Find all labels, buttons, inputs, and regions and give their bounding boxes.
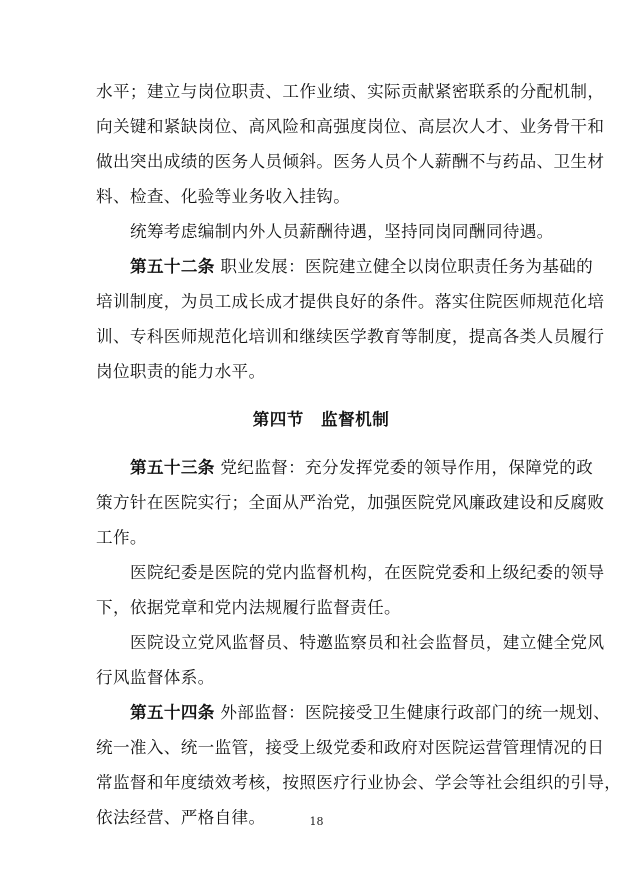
text-line [96,450,594,485]
article-text: 外部监督：医院接受卫生健康行政部门的统一规划、 [220,703,611,722]
text-line: 依法经营、严格自律。 [96,808,266,827]
paragraph-salary-distribution [96,74,605,214]
section-heading: 第四节 监督机制 [252,410,390,429]
text-line: 做出突出成绩的医务人员倾斜。医务人员个人薪酬不与药品、卫生材 [96,152,605,171]
text-line [96,249,594,284]
article-text: 职业发展：医院建立健全以岗位职责任务为基础的 [220,257,594,276]
text-line: 常监督和年度绩效考核，按照医疗行业协会、学会等社会组织的引导， [96,773,622,792]
article-54 [96,695,622,835]
article-label: 第五十四条 [130,703,215,722]
text-line: 培训制度，为员工成长成才提供良好的条件。落实住院医师规范化培 [96,292,605,311]
article-52 [96,249,605,389]
article-53 [96,450,605,555]
text-line: 水平；建立与岗位职责、工作业绩、实际贡献紧密联系的分配机制， [96,82,605,101]
text-line [96,695,611,730]
paragraph-discipline-committee [96,555,605,625]
text-line: 下，依据党章和党内法规履行监督责任。 [96,598,401,617]
text-line: 统一准入、统一监管，接受上级党委和政府对医院运营管理情况的日 [96,738,605,757]
text-line: 训、专科医师规范化培训和继续医学教育等制度，提高各类人员履行 [96,327,605,346]
text-line: 向关键和紧缺岗位、高风险和高强度岗位、高层次人才、业务骨干和 [96,117,605,136]
text-line: 工作。 [96,528,147,547]
article-label: 第五十二条 [130,257,215,276]
text-line: 策方针在医院实行；全面从严治党，加强医院党风廉政建设和反腐败 [96,493,605,512]
text-line: 料、检查、化验等业务收入挂钩。 [96,187,351,206]
text-line: 统筹考虑编制内外人员薪酬待遇，坚持同岗同酬同待遇。 [130,222,554,241]
paragraph-supervisors [96,625,605,695]
article-text: 党纪监督：充分发挥党委的领导作用，保障党的政 [220,458,594,477]
text-line: 行风监督体系。 [96,668,215,687]
document-body [96,74,622,835]
text-line: 医院设立党风监督员、特邀监察员和社会监督员，建立健全党风 [130,633,605,652]
text-line: 岗位职责的能力水平。 [96,362,266,381]
text-line: 医院纪委是医院的党内监督机构，在医院党委和上级纪委的领导 [130,563,605,582]
article-label: 第五十三条 [130,458,215,477]
paragraph-equal-pay [96,214,554,249]
page-number: 18 [309,815,324,828]
